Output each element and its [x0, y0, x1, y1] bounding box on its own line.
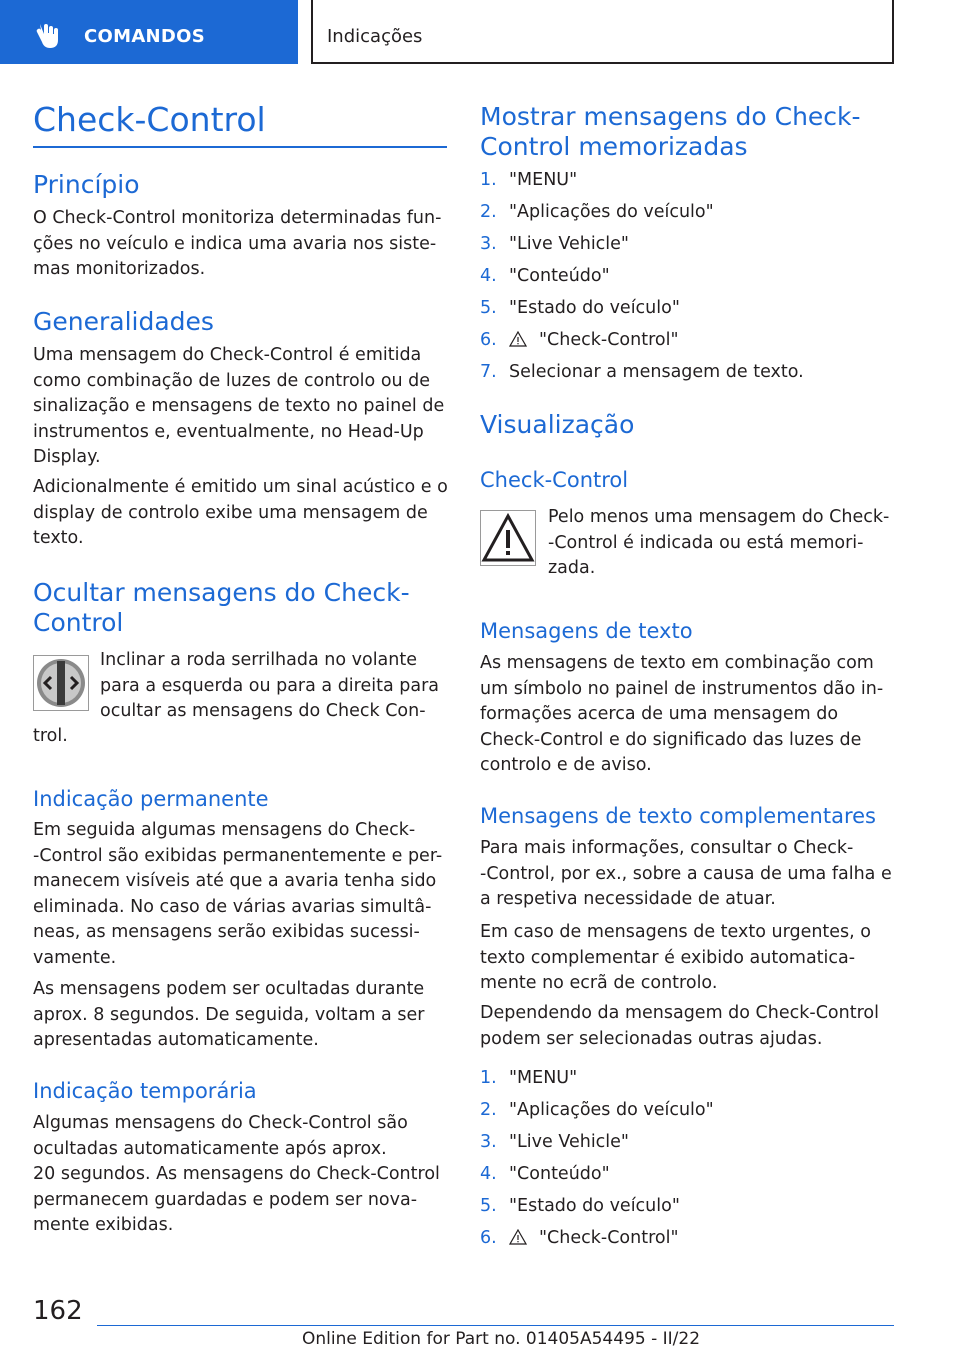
generalidades-paragraph-1: Uma mensagem do Check-Control é emitida como combinação de luzes de controlo ou de sinalização e mensagens de texto no painel de instrumentos e, eventualmente, no Head-Up Display.: [33, 345, 445, 467]
warning-icon: [509, 331, 527, 347]
complementares-paragraph-2: Em caso de mensagens de texto urgentes, o texto complementar é exibido automatica- mente no ecrã de controlo.: [480, 922, 871, 993]
page-number: 162: [33, 1296, 83, 1326]
heading-ocultar: Ocultar mensagens do Check- Control: [33, 578, 410, 637]
ocultar-text: Inclinar a roda serrilhada no volante para a esquerda ou para a direita para ocultar as mensagens do Check Con-: [100, 650, 440, 721]
generalidades-paragraph-2: Adicionalmente é emitido um sinal acústico e o display de controlo exibe uma mensagem de texto.: [33, 477, 448, 548]
warning-icon: [509, 1229, 527, 1245]
hand-pointer-icon: [36, 22, 62, 50]
permanente-paragraph-1: Em seguida algumas mensagens do Check- -Control são exibidas permanentemente e per- manecem visíveis até que a avaria tenha sido eliminada. No caso de várias avarias simultâ- neas, as mensagens serão exibidas sucessi- vamente.: [33, 820, 443, 968]
heading-principio: Princípio: [33, 170, 140, 199]
permanente-paragraph-2: As mensagens podem ser ocultadas durante aprox. 8 segundos. De seguida, voltam a ser apresentadas automaticamente.: [33, 979, 425, 1050]
heading-permanente: Indicação permanente: [33, 787, 269, 811]
check-control-text: Pelo menos uma mensagem do Check- -Control é indicada ou está memori- zada.: [548, 507, 890, 578]
heading-temporaria: Indicação temporária: [33, 1079, 257, 1103]
subsection-header: [311, 0, 894, 64]
heading-mensagens: Mensagens de texto: [480, 619, 693, 643]
warning-triangle-icon: [480, 510, 536, 566]
heading-check-control: Check-Control: [480, 468, 629, 492]
subsection-label: Indicações: [327, 26, 423, 47]
thumbwheel-icon: [33, 655, 89, 711]
ocultar-text-end: trol.: [33, 726, 68, 746]
page-title: Check-Control: [33, 100, 266, 139]
complementares-paragraph-3: Dependendo da mensagem do Check-Control podem ser selecionadas outras ajudas.: [480, 1003, 879, 1049]
heading-generalidades: Generalidades: [33, 307, 214, 336]
footer-edition: Online Edition for Part no. 01405A54495 - II/22: [302, 1329, 701, 1349]
heading-mostrar: Mostrar mensagens do Check- Control memorizadas: [480, 102, 861, 161]
heading-complementares: Mensagens de texto complementares: [480, 804, 876, 828]
title-rule: [33, 146, 447, 148]
footer-rule: [97, 1325, 894, 1326]
principio-text: O Check-Control monitoriza determinadas fun- ções no veículo e indica uma avaria nos siste- mas monitorizados.: [33, 208, 442, 279]
section-tab: [0, 0, 298, 64]
temporaria-text: Algumas mensagens do Check-Control são ocultadas automaticamente após aprox. 20 segundos. As mensagens do Check-Control permanecem guardadas e podem ser nova- mente exibidas.: [33, 1113, 440, 1235]
mensagens-text: As mensagens de texto em combinação com um símbolo no painel de instrumentos dão in- formações acerca de uma mensagem do Check-Control e do significado das luzes de controlo e de aviso.: [480, 653, 884, 775]
complementares-paragraph-1: Para mais informações, consultar o Check- -Control, por ex., sobre a causa de uma falha e a respetiva necessidade de atuar.: [480, 838, 892, 909]
section-label: COMANDOS: [84, 26, 206, 47]
heading-visualizacao: Visualização: [480, 410, 635, 439]
